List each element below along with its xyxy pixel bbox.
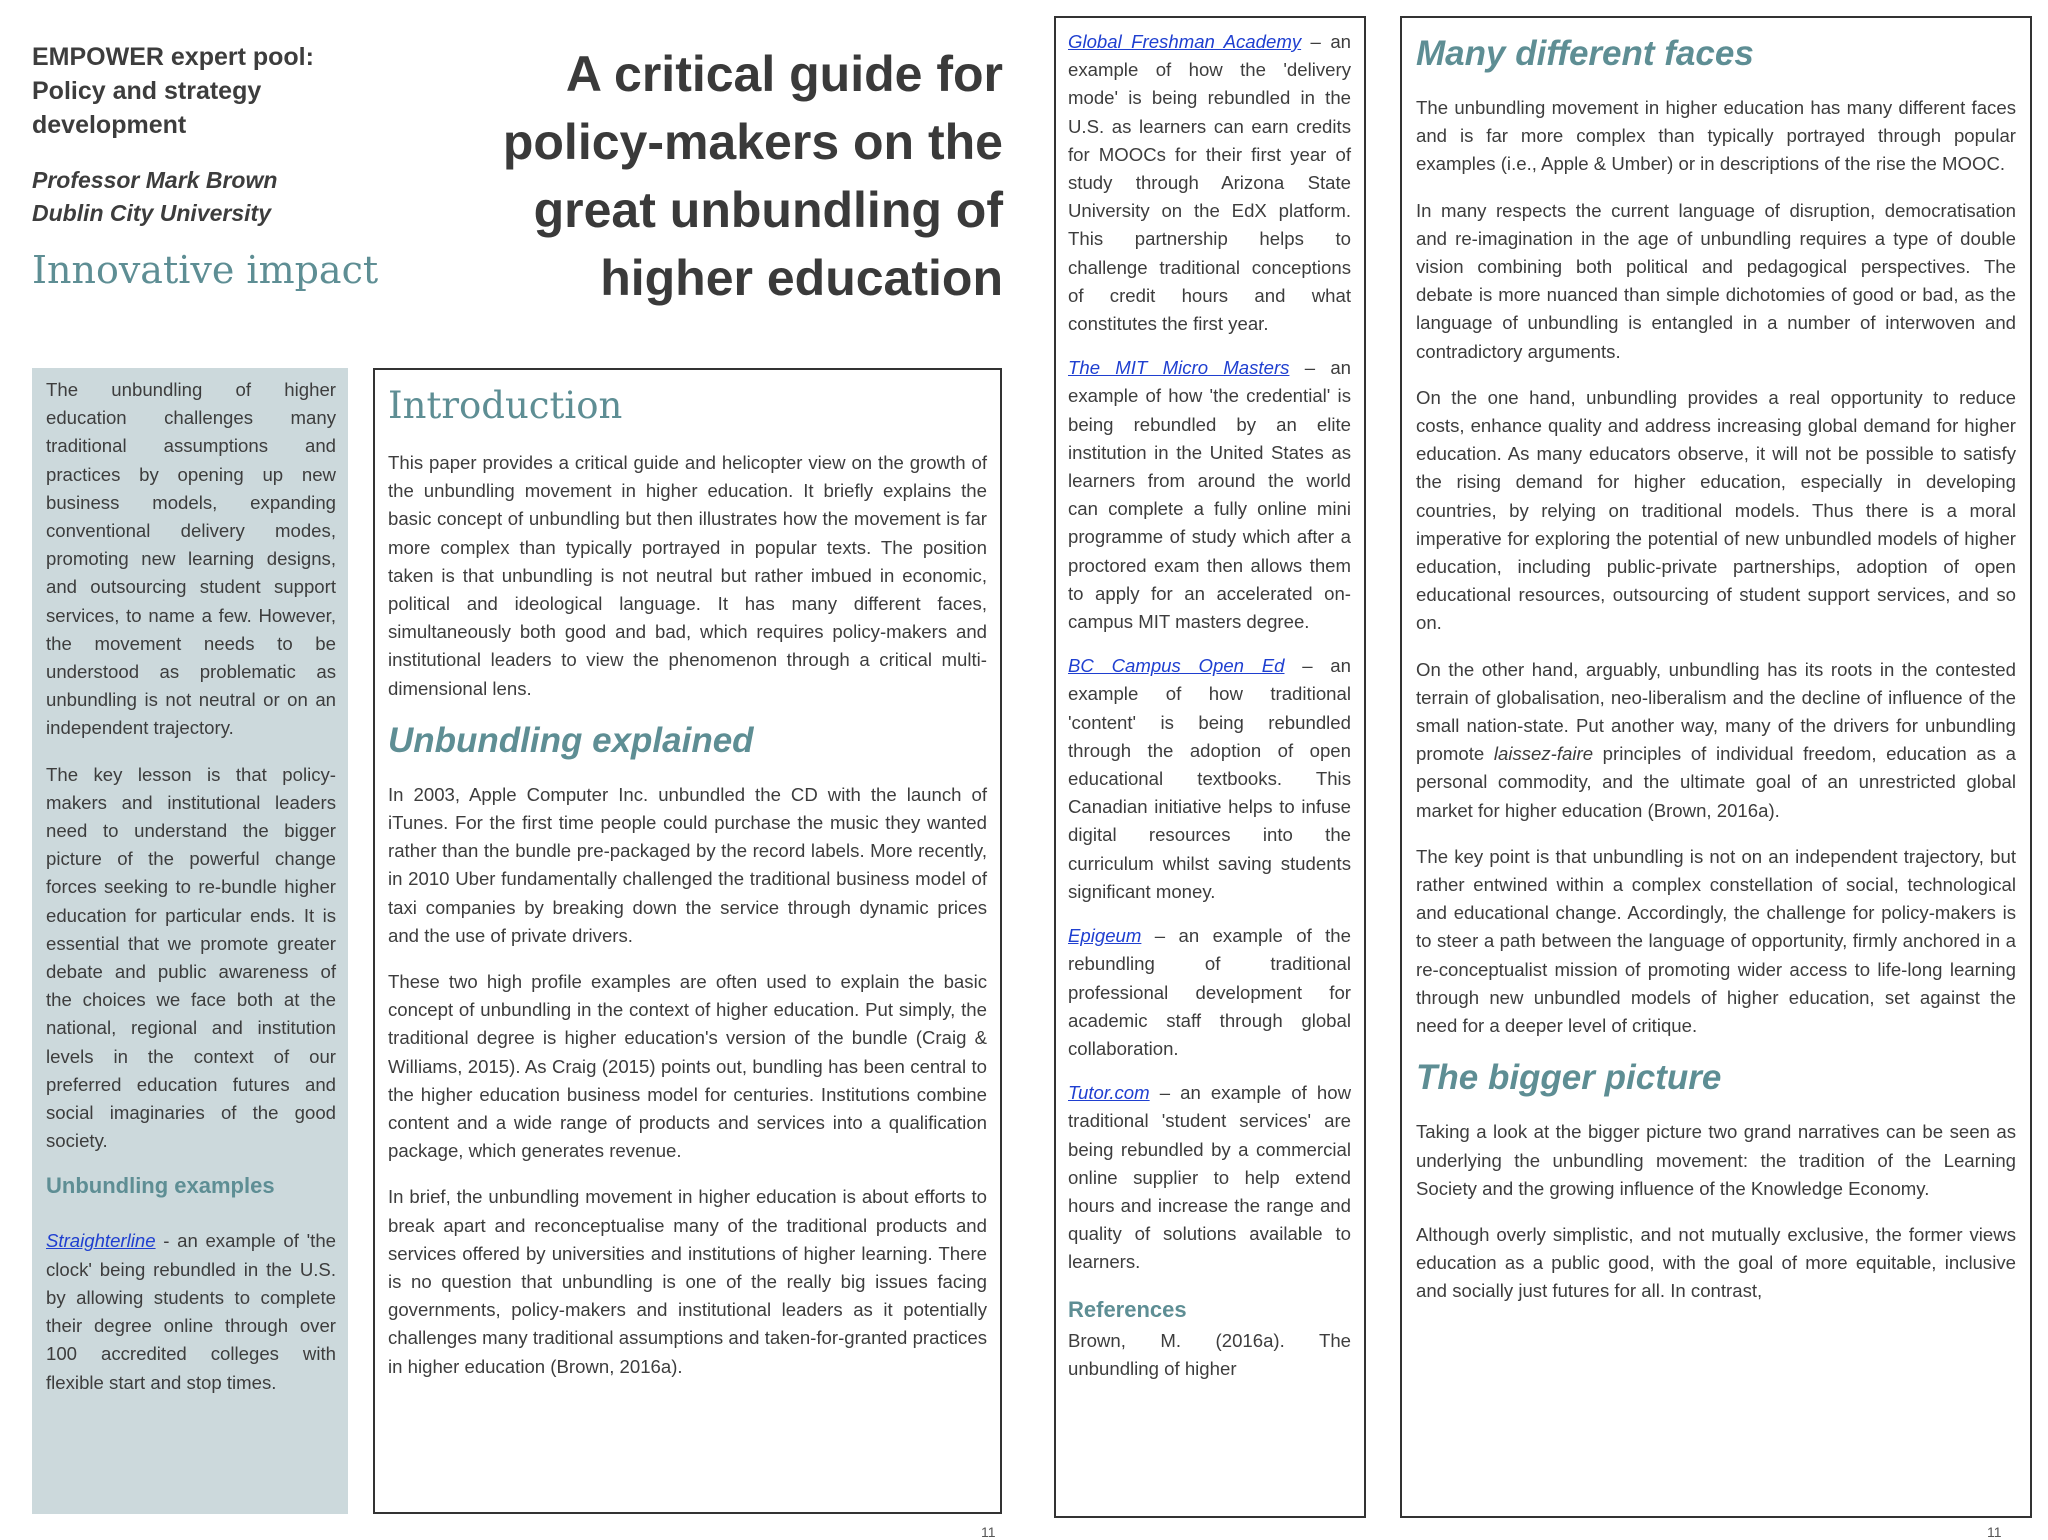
body-paragraph: The key point is that unbundling is not on an independent trajectory, but rather entwined within a complex constellation of social, technological and educational change. Accordingly, the challenge for policy-makers is to steer a path between the language of opportunity, firmly anchored in a re-conceptualist mission of promoting wider access to life-long learning through new unbundled models of higher education, set against the need for a deeper level of critique. xyxy=(1416,845,2016,1037)
examples-heading: Unbundling examples xyxy=(46,1173,275,1199)
example-item xyxy=(46,1227,336,1396)
body-paragraph: In brief, the unbundling movement in higher education is about efforts to break apart and reconceptualise many of the traditional products and services offered by universities and institutions of higher learning. There is no question that unbundling is one of the really big issues facing governments, policy-makers and institutional leaders as it potentially challenges many traditional assumptions and taken-for-granted practices in higher education (Brown, 2016a). xyxy=(388,1186,987,1377)
example-item xyxy=(1068,652,1351,906)
sidebar-paragraph: The key lesson is that policy-makers and institutional leaders need to understand the bigger picture of the powerful change forces seeking to re-bundle higher education for particular ends. It is essential that we promote greater debate and public awareness of the choices we face both at the national, regional and institution levels in the context of our preferred education futures and social imaginaries of the good society. xyxy=(46,763,336,1152)
pool-line: Policy and strategy xyxy=(32,77,262,105)
example-link[interactable]: Epigeum xyxy=(1068,925,1142,947)
page-title xyxy=(440,40,1003,312)
references-heading: References xyxy=(1068,1296,1187,1322)
pool-line: development xyxy=(32,111,187,139)
unbundling-explained-heading: Unbundling explained xyxy=(388,720,754,760)
sidebar-paragraph: The unbundling of higher education challenges many traditional assumptions and practices by opening up new business models, expanding conventional delivery modes, promoting new learning designs, and outsourcing student support services, to name a few. However, the movement needs to be understood as problematic as unbundling is not neutral or on an independent trajectory. xyxy=(46,379,336,739)
example-item xyxy=(1068,28,1351,338)
example-text: – an example of how traditional 'content' is being rebundled through the adoption of open educational textbooks. This Canadian initiative helps to infuse digital resources into the curriculum whilst saving students significant money. xyxy=(1068,655,1351,902)
author-block xyxy=(32,164,412,230)
example-link[interactable]: BC Campus Open Ed xyxy=(1068,655,1285,677)
example-link[interactable]: Straighterline xyxy=(46,1230,156,1252)
example-link[interactable]: Global Freshman Academy xyxy=(1068,31,1302,52)
bigger-picture-heading: The bigger picture xyxy=(1416,1058,1722,1098)
example-text: - an example of 'the clock' being rebundled in the U.S. by allowing students to complete their degree online through over 100 accredited colleges with flexible start and stop times. xyxy=(46,1230,336,1393)
section-label: Innovative impact xyxy=(32,248,379,292)
text-run: On the other hand, arguably, unbundling has its roots in the contested terrain of globalisation, neo-liberalism and the decline of influence of the small nation-state. Put another way, many of the drivers for unbundling promote xyxy=(1416,658,2016,765)
reference-entry: Brown, M. (2016a). The unbundling of higher xyxy=(1068,1329,1351,1379)
example-item xyxy=(1068,354,1351,636)
page-number: 11 xyxy=(1987,1524,2002,1540)
faces-column xyxy=(1400,16,2032,1518)
body-paragraph xyxy=(1416,656,2016,825)
body-paragraph: On the one hand, unbundling provides a real opportunity to reduce costs, enhance quality and address increasing global demand for higher education. As many educators observe, it will not be possible to satisfy the rising demand for higher education, especially in developing countries, by relying on traditional models. Thus there is a moral imperative for exploring the potential of new unbundled models of higher education, including public-private partnerships, adoption of open educational resources, outsourcing of student support services, and so on. xyxy=(1416,386,2016,634)
italic-term: laissez-faire xyxy=(1493,743,1594,765)
pool-line: EMPOWER expert pool: xyxy=(32,43,314,71)
introduction-heading: Introduction xyxy=(388,384,623,427)
author-affiliation: Dublin City University xyxy=(32,200,271,226)
example-text: – an example of the rebundling of traditional professional development for academic staff through global collaboration. xyxy=(1068,925,1351,1059)
body-paragraph: Taking a look at the bigger picture two grand narratives can be seen as underlying the unbundling movement: the tradition of the Learning Society and the growing influence of the Knowledge Economy. xyxy=(1416,1121,2016,1199)
example-link[interactable]: The MIT Micro Masters xyxy=(1068,357,1290,379)
body-paragraph: The unbundling movement in higher education has many different faces and is far more complex than typically portrayed through popular examples (i.e., Apple & Umber) or in descriptions of the rise the MOOC. xyxy=(1416,97,2016,175)
body-paragraph: Although overly simplistic, and not mutually exclusive, the former views education as a public good, with the goal of more equitable, inclusive and socially just futures for all. In contrast, xyxy=(1416,1223,2016,1302)
body-paragraph: In many respects the current language of disruption, democratisation and re-imagination in the age of unbundling requires a type of double vision combining both political and pedagogical perspectives. The debate is more nuanced than simple dichotomies of good or bad, as the language of unbundling is entangled in a number of interwoven and contradictory arguments. xyxy=(1416,199,2016,362)
text-run: principles of individual freedom, education as a personal commodity, and the ultimate goal of an unrestricted global market for higher education (Brown, 2016a). xyxy=(1416,743,2016,821)
summary-sidebar xyxy=(32,368,348,1514)
example-item xyxy=(1068,1079,1351,1276)
example-text: – an example of how 'the credential' is being rebundled by an elite institution in the United States as learners from around the world can complete a fully online mini programme of study which after a proctored exam then allows them to apply for an accelerated on-campus MIT masters degree. xyxy=(1068,357,1351,633)
example-text: – an example of how the 'delivery mode' is being rebundled in the U.S. as learners can earn credits for MOOCs for their first year of study through Arizona State University on the EdX platform. This partnership helps to challenge traditional conceptions of credit hours and what constitutes the first year. xyxy=(1068,31,1351,335)
body-paragraph: This paper provides a critical guide and helicopter view on the growth of the unbundling movement in higher education. It briefly explains the basic concept of unbundling but then illustrates how the movement is far more complex than typically portrayed in popular texts. The position taken is that unbundling is not neutral but rather imbued in economic, political and ideological language. It has many different faces, simultaneously both good and bad, which requires policy-makers and institutional leaders to view the phenomenon through a critical multi-dimensional lens. xyxy=(388,452,987,699)
example-item xyxy=(1068,922,1351,1063)
example-text: – an example of how traditional 'student services' are being rebundled by a commercial online supplier to help extend hours and increase the range and quality of solutions available to learners. xyxy=(1068,1082,1351,1273)
title-line: great unbundling of xyxy=(533,182,1003,238)
body-paragraph: In 2003, Apple Computer Inc. unbundled the CD with the launch of iTunes. For the first time people could purchase the music they wanted rather than the bundle pre-packaged by the record labels. More recently, in 2010 Uber fundamentally challenged the traditional business model of taxi companies by breaking down the service through dynamic prices and the use of private drivers. xyxy=(388,783,987,946)
example-link[interactable]: Tutor.com xyxy=(1068,1082,1150,1104)
page-number: 11 xyxy=(981,1524,996,1540)
title-line: policy-makers on the xyxy=(502,114,1003,170)
introduction-column xyxy=(373,368,1002,1514)
author-name: Professor Mark Brown xyxy=(32,167,278,193)
title-line: higher education xyxy=(600,250,1003,306)
title-line: A critical guide for xyxy=(565,46,1003,102)
examples-column xyxy=(1054,16,1366,1518)
body-paragraph: These two high profile examples are often used to explain the basic concept of unbundling in the context of higher education. Put simply, the traditional degree is higher education's version of the bundle (Craig & Williams, 2015). As Craig (2015) points out, bundling has been central to the higher education business model for centuries. Institutions combine content and a wide range of products and services into a qualification package, which generates revenue. xyxy=(388,971,987,1162)
many-faces-heading: Many different faces xyxy=(1416,34,1754,73)
expert-pool-label xyxy=(32,40,412,142)
